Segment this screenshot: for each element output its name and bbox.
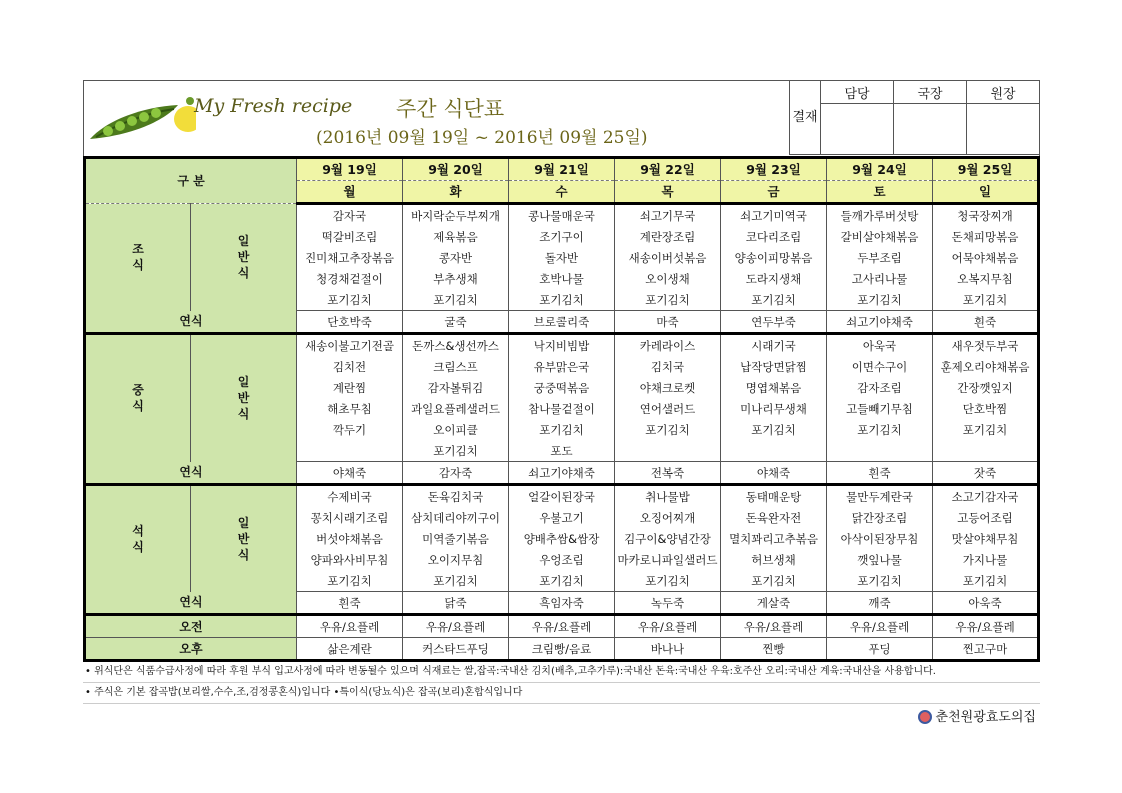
snack-item: 찐고구마	[933, 638, 1039, 661]
breakfast-menu-item: 새송이버섯볶음	[615, 247, 721, 268]
dinner-menu-item: 오징어찌개	[615, 507, 721, 528]
snack-label: 오후	[85, 638, 297, 661]
seal-icon	[918, 710, 932, 724]
lunch-menu-item: 납작당면닭찜	[721, 356, 827, 377]
page-title: 주간 식단표	[396, 97, 505, 121]
lunch-label: 중 식	[85, 334, 191, 462]
lunch-menu-item: 과일요플레샐러드	[403, 398, 509, 419]
dinner-menu-item: 수제비국	[297, 485, 403, 508]
pea-pod-logo	[86, 91, 196, 151]
dinner-soft-item: 닭죽	[403, 592, 509, 615]
date-header: 9월 19일	[297, 158, 403, 181]
snack-item: 크림빵/음료	[509, 638, 615, 661]
snack-item: 우유/요플레	[721, 615, 827, 638]
lunch-menu-item: 깍두기	[297, 419, 403, 440]
breakfast-menu-item: 떡갈비조림	[297, 226, 403, 247]
date-header: 9월 20일	[403, 158, 509, 181]
dinner-menu-item: 고등어조림	[933, 507, 1039, 528]
lunch-soft-item: 감자죽	[403, 462, 509, 485]
breakfast-general-label: 일 반 식	[191, 204, 297, 311]
lunch-soft-item: 전복죽	[615, 462, 721, 485]
lunch-soft-item: 야채죽	[297, 462, 403, 485]
weekday-header: 수	[509, 181, 615, 204]
snack-item: 우유/요플레	[615, 615, 721, 638]
dinner-soft-label: 연식	[85, 592, 297, 615]
breakfast-menu-item: 콩나물매운국	[509, 204, 615, 227]
organization-name	[918, 706, 1036, 725]
lunch-menu-item: 포기김치	[827, 419, 933, 440]
snack-item: 푸딩	[827, 638, 933, 661]
weekday-header: 토	[827, 181, 933, 204]
lunch-menu-item: 아욱국	[827, 334, 933, 357]
breakfast-menu-item: 어묵야채볶음	[933, 247, 1039, 268]
lunch-menu-item	[297, 440, 403, 462]
snack-item: 우유/요플레	[403, 615, 509, 638]
lunch-menu-item: 연어샐러드	[615, 398, 721, 419]
dinner-menu-item: 취나물밥	[615, 485, 721, 508]
lunch-menu-item: 포기김치	[933, 419, 1039, 440]
dinner-menu-item: 포기김치	[721, 570, 827, 592]
dinner-menu-item: 맛살야채무침	[933, 528, 1039, 549]
lunch-menu-item	[933, 440, 1039, 462]
breakfast-menu-item: 돈채피망볶음	[933, 226, 1039, 247]
snack-item: 찐빵	[721, 638, 827, 661]
lunch-menu-item: 간장깻잎지	[933, 377, 1039, 398]
dinner-menu-item: 양배추쌈&쌈장	[509, 528, 615, 549]
snack-item: 삶은계란	[297, 638, 403, 661]
breakfast-menu-item: 감자국	[297, 204, 403, 227]
breakfast-menu-item: 계란장조림	[615, 226, 721, 247]
snack-item: 바나나	[615, 638, 721, 661]
dinner-menu-item: 포기김치	[297, 570, 403, 592]
breakfast-menu-item: 두부조림	[827, 247, 933, 268]
organization-label: 춘천원광효도의집	[935, 710, 1036, 725]
date-header: 9월 21일	[509, 158, 615, 181]
snack-item: 우유/요플레	[933, 615, 1039, 638]
note-line: • 위식단은 식품수급사정에 따라 후원 부식 입고사정에 따라 변동될수 있으며 식재료는 쌀,잡곡:국내산 김치(배추,고추가루):국내산 돈육:국내산 우육:호주산 오리:국내산 계육:국내산을 사용합니다.	[83, 662, 1040, 683]
breakfast-menu-item: 진미채고추장볶음	[297, 247, 403, 268]
lunch-menu-item: 감자볼튀김	[403, 377, 509, 398]
lunch-soft-item: 야채죽	[721, 462, 827, 485]
signature-box[interactable]	[821, 104, 894, 155]
dinner-menu-item: 얼갈이된장국	[509, 485, 615, 508]
breakfast-menu-item: 조기구이	[509, 226, 615, 247]
lunch-menu-item	[827, 440, 933, 462]
lunch-soft-item: 잣죽	[933, 462, 1039, 485]
lunch-menu-item: 포도	[509, 440, 615, 462]
dinner-label: 석 식	[85, 485, 191, 592]
breakfast-menu-item: 도라지생채	[721, 268, 827, 289]
lunch-soft-label: 연식	[85, 462, 297, 485]
dinner-menu-item: 미역줄기볶음	[403, 528, 509, 549]
date-range: (2016년 09월 19일 ~ 2016년 09월 25일)	[316, 128, 648, 148]
dinner-soft-item: 게살죽	[721, 592, 827, 615]
breakfast-menu-item: 갈비살야채볶음	[827, 226, 933, 247]
lunch-menu-item	[615, 440, 721, 462]
breakfast-menu-item: 바지락순두부찌개	[403, 204, 509, 227]
lunch-menu-item: 포기김치	[615, 419, 721, 440]
dinner-soft-item: 흑임자죽	[509, 592, 615, 615]
breakfast-menu-item: 들깨가루버섯탕	[827, 204, 933, 227]
breakfast-menu-item: 오이생채	[615, 268, 721, 289]
lunch-menu-item: 해초무침	[297, 398, 403, 419]
lunch-menu-item: 포기김치	[721, 419, 827, 440]
lunch-menu-item: 포기김치	[403, 440, 509, 462]
dinner-menu-item: 돈육완자전	[721, 507, 827, 528]
dinner-soft-item: 아욱죽	[933, 592, 1039, 615]
approval-box	[789, 80, 1040, 155]
notes	[83, 662, 1040, 704]
dinner-menu-item: 가지나물	[933, 549, 1039, 570]
breakfast-soft-item: 쇠고기야채죽	[827, 311, 933, 334]
breakfast-menu-item: 콩자반	[403, 247, 509, 268]
snack-item: 우유/요플레	[297, 615, 403, 638]
lunch-menu-item: 이면수구이	[827, 356, 933, 377]
lunch-menu-item: 낙지비빔밥	[509, 334, 615, 357]
lunch-menu-item: 미나리무생채	[721, 398, 827, 419]
lunch-menu-item: 고들빼기무침	[827, 398, 933, 419]
lunch-soft-item: 쇠고기야채죽	[509, 462, 615, 485]
breakfast-menu-item: 포기김치	[509, 289, 615, 311]
dinner-menu-item: 포기김치	[403, 570, 509, 592]
dinner-menu-item: 멸치꽈리고추볶음	[721, 528, 827, 549]
breakfast-menu-item: 포기김치	[827, 289, 933, 311]
dinner-general-label: 일 반 식	[191, 485, 297, 592]
lunch-menu-item: 카레라이스	[615, 334, 721, 357]
approval-label: 결재	[790, 81, 821, 155]
lunch-menu-item: 크림스프	[403, 356, 509, 377]
menu-sheet	[83, 80, 1040, 726]
breakfast-menu-item: 포기김치	[933, 289, 1039, 311]
breakfast-menu-item: 청경채겉절이	[297, 268, 403, 289]
lunch-menu-item: 새우젓두부국	[933, 334, 1039, 357]
breakfast-soft-item: 브로콜리죽	[509, 311, 615, 334]
weekday-header: 월	[297, 181, 403, 204]
lunch-menu-item: 돈까스&생선까스	[403, 334, 509, 357]
dinner-menu-item: 물만두계란국	[827, 485, 933, 508]
lunch-menu-item: 포기김치	[509, 419, 615, 440]
lunch-menu-item: 참나물겉절이	[509, 398, 615, 419]
dinner-menu-item: 깻잎나물	[827, 549, 933, 570]
breakfast-soft-item: 흰죽	[933, 311, 1039, 334]
breakfast-label: 조 식	[85, 204, 191, 311]
dinner-menu-item: 김구이&양념간장	[615, 528, 721, 549]
brand-text: My Fresh recipe	[194, 95, 353, 117]
breakfast-menu-item: 쇠고기미역국	[721, 204, 827, 227]
dinner-menu-item: 마카로니파일샐러드	[615, 549, 721, 570]
date-header: 9월 22일	[615, 158, 721, 181]
lunch-menu-item: 훈제오리야채볶음	[933, 356, 1039, 377]
date-header: 9월 24일	[827, 158, 933, 181]
dinner-menu-item: 포기김치	[509, 570, 615, 592]
lunch-general-label: 일 반 식	[191, 334, 297, 462]
dinner-menu-item: 포기김치	[827, 570, 933, 592]
lunch-soft-item: 흰죽	[827, 462, 933, 485]
lunch-menu-item: 새송이불고기전골	[297, 334, 403, 357]
breakfast-menu-item: 코다리조림	[721, 226, 827, 247]
lunch-menu-item: 명엽채볶음	[721, 377, 827, 398]
note-line: • 주식은 기본 잡곡밥(보리쌀,수수,조,검정콩혼식)입니다 •특이식(당뇨식)은 잡곡(보리)혼합식입니다	[83, 683, 1040, 704]
dinner-menu-item: 삼치데리야끼구이	[403, 507, 509, 528]
breakfast-menu-item: 고사리나물	[827, 268, 933, 289]
lunch-menu-item	[721, 440, 827, 462]
dinner-menu-item: 닭간장조림	[827, 507, 933, 528]
dinner-menu-item: 오이지무침	[403, 549, 509, 570]
dinner-menu-item: 우엉조림	[509, 549, 615, 570]
lunch-menu-item: 시래기국	[721, 334, 827, 357]
dinner-menu-item: 양파와사비무침	[297, 549, 403, 570]
breakfast-menu-item: 호박나물	[509, 268, 615, 289]
breakfast-menu-item: 부추생채	[403, 268, 509, 289]
lunch-menu-item: 김치국	[615, 356, 721, 377]
lunch-menu-item: 단호박찜	[933, 398, 1039, 419]
dinner-menu-item: 포기김치	[933, 570, 1039, 592]
lunch-menu-item: 오이피클	[403, 419, 509, 440]
lunch-menu-item: 야채크로켓	[615, 377, 721, 398]
breakfast-menu-item: 청국장찌개	[933, 204, 1039, 227]
lunch-menu-item: 감자조림	[827, 377, 933, 398]
lunch-menu-item: 김치전	[297, 356, 403, 377]
weekday-header: 화	[403, 181, 509, 204]
dinner-menu-item: 허브생채	[721, 549, 827, 570]
date-header: 9월 25일	[933, 158, 1039, 181]
header	[83, 80, 1040, 156]
breakfast-menu-item: 돌자반	[509, 247, 615, 268]
dinner-menu-item: 버섯야채볶음	[297, 528, 403, 549]
breakfast-soft-item: 마죽	[615, 311, 721, 334]
dinner-menu-item: 소고기감자국	[933, 485, 1039, 508]
breakfast-menu-item: 제육볶음	[403, 226, 509, 247]
dinner-menu-item: 포기김치	[615, 570, 721, 592]
breakfast-menu-item: 포기김치	[721, 289, 827, 311]
weekday-header: 금	[721, 181, 827, 204]
breakfast-soft-label: 연식	[85, 311, 297, 334]
breakfast-soft-item: 굴죽	[403, 311, 509, 334]
lunch-menu-item: 계란찜	[297, 377, 403, 398]
approval-role: 원장	[967, 81, 1040, 104]
dinner-soft-item: 깨죽	[827, 592, 933, 615]
lunch-menu-item: 유부맑은국	[509, 356, 615, 377]
breakfast-menu-item: 포기김치	[615, 289, 721, 311]
weekday-header: 목	[615, 181, 721, 204]
breakfast-menu-item: 쇠고기무국	[615, 204, 721, 227]
date-header: 9월 23일	[721, 158, 827, 181]
dinner-soft-item: 흰죽	[297, 592, 403, 615]
dinner-soft-item: 녹두죽	[615, 592, 721, 615]
breakfast-menu-item: 양송이피망볶음	[721, 247, 827, 268]
snack-item: 우유/요플레	[509, 615, 615, 638]
breakfast-soft-item: 단호박죽	[297, 311, 403, 334]
dinner-menu-item: 동태매운탕	[721, 485, 827, 508]
lunch-menu-item: 궁중떡볶음	[509, 377, 615, 398]
weekday-header: 일	[933, 181, 1039, 204]
snack-item: 커스타드푸딩	[403, 638, 509, 661]
dinner-menu-item: 아삭이된장무침	[827, 528, 933, 549]
snack-label: 오전	[85, 615, 297, 638]
snack-item: 우유/요플레	[827, 615, 933, 638]
breakfast-menu-item: 포기김치	[297, 289, 403, 311]
corner-label: 구 분	[85, 158, 297, 204]
breakfast-menu-item: 포기김치	[403, 289, 509, 311]
weekly-menu-table	[83, 156, 1040, 662]
dinner-menu-item: 돈육김치국	[403, 485, 509, 508]
dinner-menu-item: 우불고기	[509, 507, 615, 528]
signature-box[interactable]	[967, 104, 1040, 155]
approval-role: 담당	[821, 81, 894, 104]
dinner-menu-item: 꽁치시래기조림	[297, 507, 403, 528]
approval-role: 국장	[894, 81, 967, 104]
breakfast-soft-item: 연두부죽	[721, 311, 827, 334]
signature-box[interactable]	[894, 104, 967, 155]
footer	[83, 704, 1040, 726]
breakfast-menu-item: 오복지무침	[933, 268, 1039, 289]
